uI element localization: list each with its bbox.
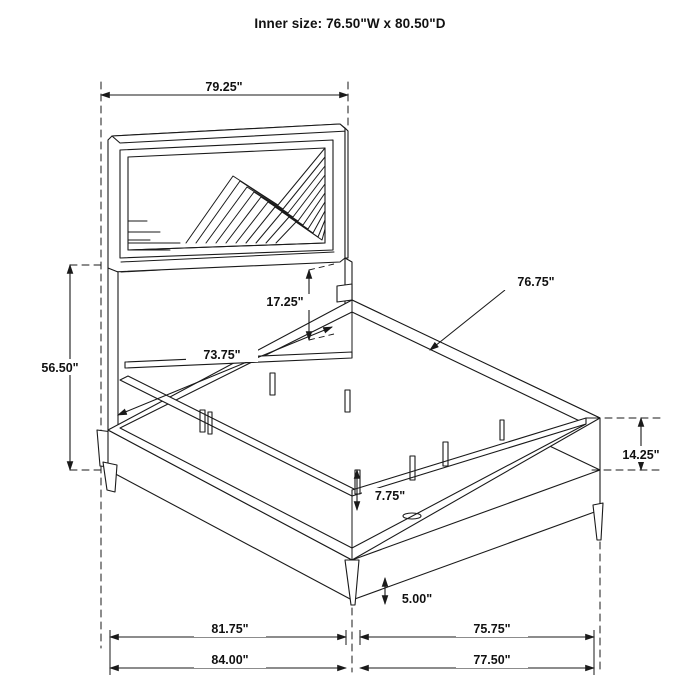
dimension-leg-height: 5.00" <box>401 592 433 606</box>
dimension-headboard-inner-height: 17.25" <box>266 295 304 309</box>
dimension-frame-width-outer: 84.00" <box>211 653 249 667</box>
dimension-rail-height: 14.25" <box>622 448 660 462</box>
dimension-mattress-width: 73.75" <box>203 348 241 362</box>
dimension-frame-depth-outer: 77.50" <box>473 653 511 667</box>
dimension-headboard-width: 79.25" <box>205 80 243 94</box>
right-leg <box>593 503 603 540</box>
dimension-overall-height: 56.50" <box>41 361 79 375</box>
rail-bracket <box>337 284 352 302</box>
headboard-left-post <box>108 268 118 433</box>
left-foot-block <box>103 462 117 492</box>
dimension-frame-depth-inner: 75.75" <box>473 622 511 636</box>
page-title: Inner size: 76.50"W x 80.50"D <box>254 16 446 31</box>
headboard-right-edge <box>345 128 348 258</box>
dimension-slat-height: 7.75" <box>374 489 406 503</box>
headboard-inner-panel <box>128 148 325 250</box>
dimension-mattress-depth: 76.75" <box>517 275 555 289</box>
dimension-frame-width-inner: 81.75" <box>211 622 249 636</box>
dimline-mattress-depth <box>430 290 505 350</box>
